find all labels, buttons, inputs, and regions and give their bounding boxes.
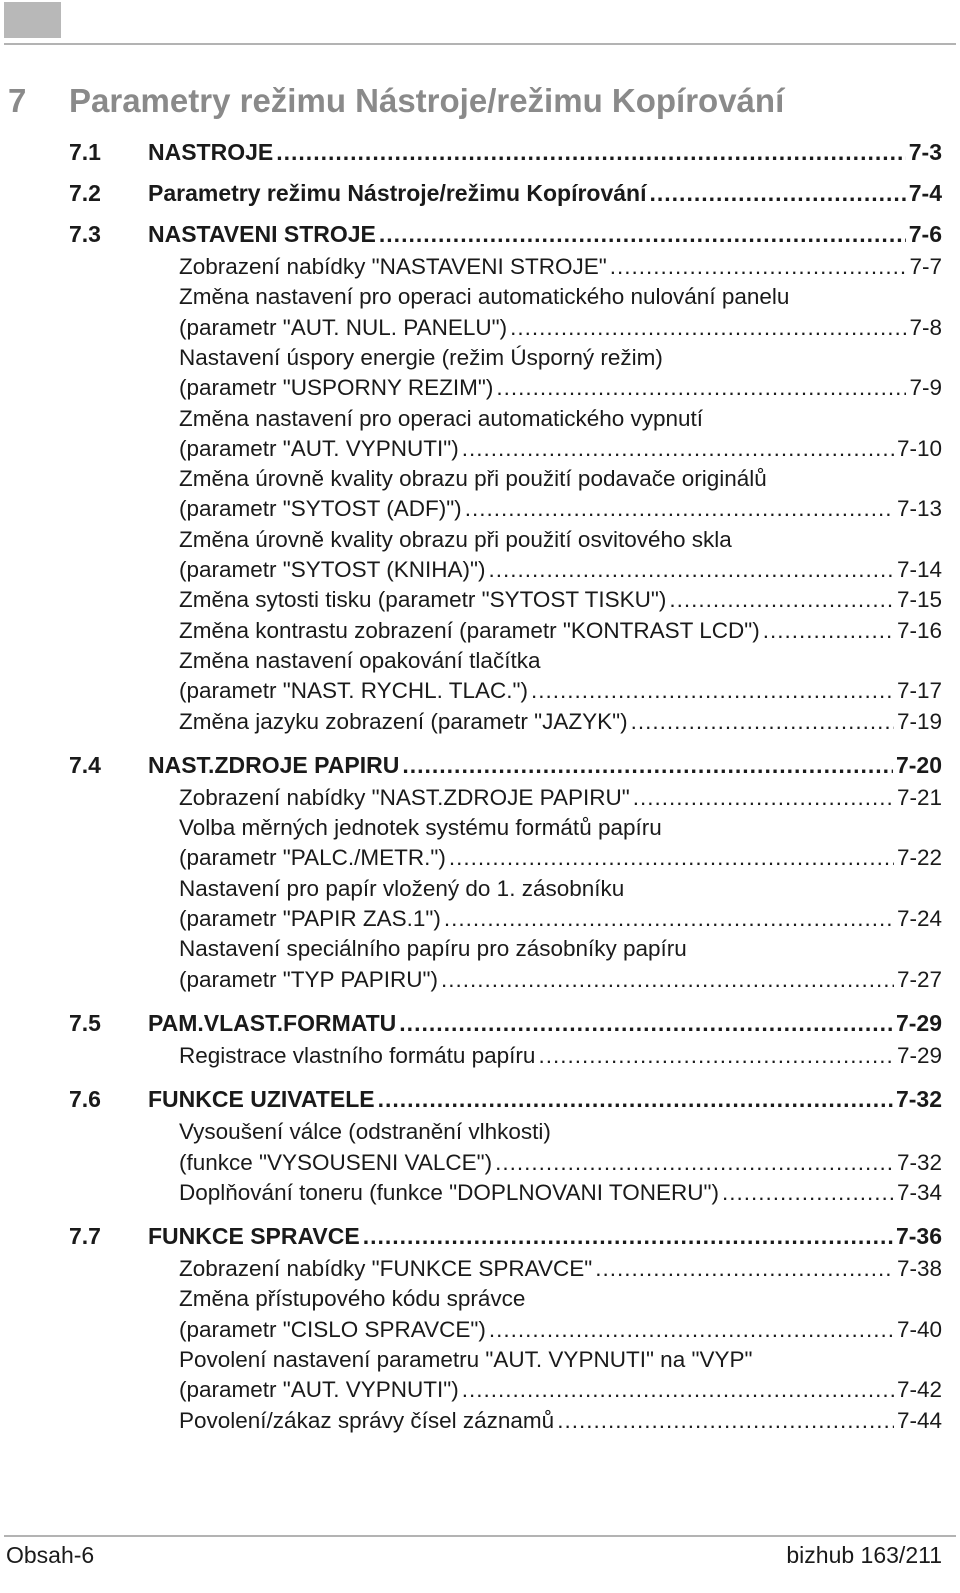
section-entry: [148, 1084, 942, 1114]
section-entry-page: 7-4: [908, 180, 942, 206]
toc-entry-line: Povolení nastavení parametru "AUT. VYPNUTI" na "VYP": [179, 1347, 753, 1372]
toc-entry-row: [0, 585, 960, 615]
toc-entry-title: (parametr "AUT. NUL. PANELU"): [179, 314, 508, 340]
toc-entry-page: 7-38: [896, 1256, 942, 1282]
toc-entry-row: [0, 434, 960, 464]
toc-entry: [179, 252, 942, 282]
toc-entry-page: 7-21: [896, 784, 942, 810]
header-divider: [4, 43, 956, 45]
footer-product-name: bizhub 163/211: [786, 1542, 942, 1568]
section-entry-title: PAM.VLAST.FORMATU: [148, 1009, 397, 1036]
toc-section-row: [0, 137, 960, 167]
toc-entry: [179, 904, 942, 934]
chapter-number: 7: [8, 82, 27, 119]
toc-entry: [179, 1315, 942, 1345]
toc-entry: [179, 843, 942, 873]
section-entry-title: FUNKCE SPRAVCE: [148, 1223, 360, 1250]
toc-entry-row: [0, 616, 960, 646]
toc-entry-title: Doplňování toneru (funkce "DOPLNOVANI TONERU"): [179, 1179, 719, 1205]
toc-entry-line: Vysoušení válce (odstranění vlhkosti): [179, 1119, 551, 1145]
toc-entry-line: Změna úrovně kvality obrazu při použití podavače originálů: [179, 466, 767, 492]
toc-entry: [179, 494, 942, 524]
toc-entry-page: 7-14: [896, 557, 942, 582]
toc-entry: [179, 555, 942, 585]
dot-leader: [399, 1008, 893, 1038]
toc-entry-page: 7-17: [896, 678, 942, 704]
toc-entry: [179, 1375, 942, 1405]
toc-entry-title: (parametr "CISLO SPRAVCE"): [179, 1316, 486, 1342]
toc-entry-row: [0, 676, 960, 706]
toc-entry-title: (parametr "AUT. VYPNUTI"): [179, 435, 459, 461]
toc-section-row: [0, 1221, 960, 1251]
toc-entry-row: [0, 1315, 960, 1345]
dot-leader: [462, 1375, 894, 1405]
toc-entry-page: 7-42: [896, 1377, 942, 1403]
toc-entry-row: [0, 904, 960, 934]
toc-entry-row: [0, 1178, 960, 1208]
toc-entry-page: 7-16: [896, 617, 942, 643]
section-entry: [148, 750, 942, 780]
dot-leader: [402, 750, 893, 780]
toc-entry-row: [0, 1041, 960, 1071]
toc-entry-title: (funkce "VYSOUSENI VALCE"): [179, 1149, 493, 1175]
dot-leader: [631, 707, 894, 737]
toc-entry: [179, 707, 942, 737]
toc-section-row: [0, 750, 960, 780]
toc-entry-title: (parametr "PAPIR ZAS.1"): [179, 906, 441, 931]
toc-entry-line: Nastavení úspory energie (režim Úsporný režim): [179, 344, 663, 370]
section-entry: [148, 1008, 942, 1038]
toc-entry-line: Změna přístupového kódu správce: [179, 1286, 526, 1312]
chapter-heading: [0, 82, 960, 126]
toc-entry-page: 7-19: [896, 708, 942, 734]
toc-entry-row: [0, 313, 960, 343]
toc-entry-row: [0, 1254, 960, 1284]
dot-leader: [441, 965, 894, 995]
toc-entry: [179, 585, 942, 615]
toc-entry-title: (parametr "PALC./METR."): [179, 845, 446, 871]
dot-leader: [557, 1406, 894, 1436]
toc-entry-row: [0, 373, 960, 403]
dot-leader: [444, 904, 894, 934]
chapter-title: Parametry režimu Nástroje/režimu Kopírování: [69, 82, 785, 119]
toc-entry-title: Zobrazení nabídky "FUNKCE SPRAVCE": [179, 1256, 593, 1282]
section-number: 7.3: [69, 221, 101, 247]
toc-entry-title: Změna kontrastu zobrazení (parametr "KONTRAST LCD"): [179, 617, 760, 643]
toc-entry-page: 7-34: [896, 1179, 942, 1205]
footer-divider: [4, 1535, 956, 1537]
toc-entry: [179, 313, 942, 343]
toc-entry-page: 7-8: [909, 314, 942, 340]
toc-section-row: [0, 219, 960, 249]
section-entry-title: FUNKCE UZIVATELE: [148, 1086, 375, 1113]
toc-entry-row: [0, 965, 960, 995]
footer-page-label: Obsah-6: [6, 1542, 95, 1568]
toc-entry-title: (parametr "SYTOST (ADF)"): [179, 496, 462, 522]
toc-entry-title: Zobrazení nabídky "NAST.ZDROJE PAPIRU": [179, 784, 630, 810]
toc-entry-title: (parametr "TYP PAPIRU"): [179, 966, 438, 992]
dot-leader: [510, 313, 906, 343]
toc-entry-line: Změna úrovně kvality obrazu při použití osvitového skla: [179, 526, 732, 552]
toc-entry-line: Nastavení pro papír vložený do 1. zásobníku: [179, 875, 625, 901]
section-number: 7.7: [69, 1223, 101, 1250]
toc-entry: [179, 676, 942, 706]
toc-entry-row: [0, 1375, 960, 1405]
dot-leader: [763, 616, 894, 646]
toc-entry-page: 7-40: [896, 1316, 942, 1342]
dot-leader: [363, 1221, 893, 1251]
section-entry-page: 7-20: [895, 751, 942, 778]
section-entry-page: 7-36: [895, 1223, 942, 1250]
section-entry: [148, 178, 942, 208]
dot-leader: [722, 1178, 894, 1208]
toc-entry-row: [0, 555, 960, 585]
toc-entry: [179, 1178, 942, 1208]
section-entry: [148, 1221, 942, 1251]
section-entry-page: 7-3: [908, 139, 942, 165]
toc-entry-row: [0, 1406, 960, 1436]
section-entry-title: Parametry režimu Nástroje/režimu Kopírování: [148, 180, 647, 206]
toc-entry-row: [0, 252, 960, 282]
toc-entry: [179, 373, 942, 403]
dot-leader: [531, 676, 894, 706]
toc-entry: [179, 1406, 942, 1436]
section-entry: [148, 219, 942, 249]
dot-leader: [595, 1254, 894, 1284]
toc-entry-title: Registrace vlastního formátu papíru: [179, 1042, 536, 1068]
toc-entry-page: 7-29: [896, 1042, 942, 1068]
toc-entry: [179, 1254, 942, 1284]
dot-leader: [633, 783, 894, 813]
toc-entry-page: 7-13: [896, 496, 942, 522]
section-number: 7.6: [69, 1086, 101, 1113]
toc-entry: [179, 965, 942, 995]
section-number: 7.1: [69, 139, 101, 165]
dot-leader: [488, 555, 894, 585]
toc-entry-row: [0, 494, 960, 524]
toc-entry-title: Povolení/zákaz správy čísel záznamů: [179, 1407, 555, 1433]
toc-entry-title: Změna sytosti tisku (parametr "SYTOST TISKU"): [179, 587, 667, 613]
dot-leader: [465, 494, 894, 524]
toc-section-row: [0, 1008, 960, 1038]
dot-leader: [538, 1041, 894, 1071]
toc-entry: [179, 616, 942, 646]
section-number: 7.2: [69, 180, 101, 206]
toc-entry: [179, 434, 942, 464]
toc-entry-page: 7-9: [909, 375, 942, 401]
dot-leader: [276, 137, 906, 167]
section-entry: [148, 137, 942, 167]
toc-entry-title: Změna jazyku zobrazení (parametr "JAZYK"): [179, 708, 628, 734]
toc-entry-title: (parametr "USPORNY REZIM"): [179, 375, 494, 401]
dot-leader: [489, 1315, 894, 1345]
toc-entry-page: 7-44: [896, 1407, 942, 1433]
toc-entry-page: 7-24: [896, 906, 942, 931]
toc-section-row: [0, 178, 960, 208]
dot-leader: [669, 585, 894, 615]
dot-leader: [610, 252, 907, 282]
dot-leader: [650, 178, 906, 208]
dot-leader: [462, 434, 894, 464]
dot-leader: [449, 843, 894, 873]
toc-entry: [179, 1148, 942, 1178]
dot-leader: [379, 219, 906, 249]
toc-entry-line: Volba měrných jednotek systému formátů papíru: [179, 815, 662, 841]
section-entry-page: 7-32: [895, 1086, 942, 1113]
toc-entry-page: 7-10: [896, 435, 942, 461]
section-number: 7.5: [69, 1009, 101, 1036]
toc-entry-line: Nastavení speciálního papíru pro zásobníky papíru: [179, 936, 687, 962]
toc-entry-page: 7-32: [896, 1149, 942, 1175]
toc-entry-page: 7-27: [896, 966, 942, 992]
toc-section-row: [0, 1084, 960, 1114]
dot-leader: [495, 1148, 894, 1178]
section-entry-title: NAST.ZDROJE PAPIRU: [148, 751, 400, 778]
section-entry-title: NASTAVENI STROJE: [148, 221, 376, 247]
dot-leader: [496, 373, 906, 403]
toc-entry-page: 7-22: [896, 845, 942, 871]
toc-entry: [179, 1041, 942, 1071]
section-number: 7.4: [69, 751, 101, 778]
toc-entry-line: Změna nastavení opakování tlačítka: [179, 647, 541, 673]
toc-entry-title: (parametr "SYTOST (KNIHA)"): [179, 557, 486, 582]
toc-entry-page: 7-15: [896, 587, 942, 613]
toc-entry-line: Změna nastavení pro operaci automatického nulování panelu: [179, 284, 790, 310]
toc-entry-row: [0, 1148, 960, 1178]
section-entry-page: 7-6: [908, 221, 942, 247]
toc-entry-title: (parametr "AUT. VYPNUTI"): [179, 1377, 459, 1403]
toc-entry-row: [0, 783, 960, 813]
toc-entry: [179, 783, 942, 813]
toc-entry-title: (parametr "NAST. RYCHL. TLAC."): [179, 678, 528, 704]
toc-entry-row: [0, 843, 960, 873]
section-entry-title: NASTROJE: [148, 139, 274, 165]
toc-entry-page: 7-7: [909, 254, 942, 279]
section-entry-page: 7-29: [895, 1009, 942, 1036]
toc-entry-title: Zobrazení nabídky "NASTAVENI STROJE": [179, 254, 607, 279]
header-corner-block: [4, 2, 61, 38]
toc-entry-row: [0, 707, 960, 737]
dot-leader: [378, 1084, 893, 1114]
toc-entry-line: Změna nastavení pro operaci automatického vypnutí: [179, 405, 704, 431]
